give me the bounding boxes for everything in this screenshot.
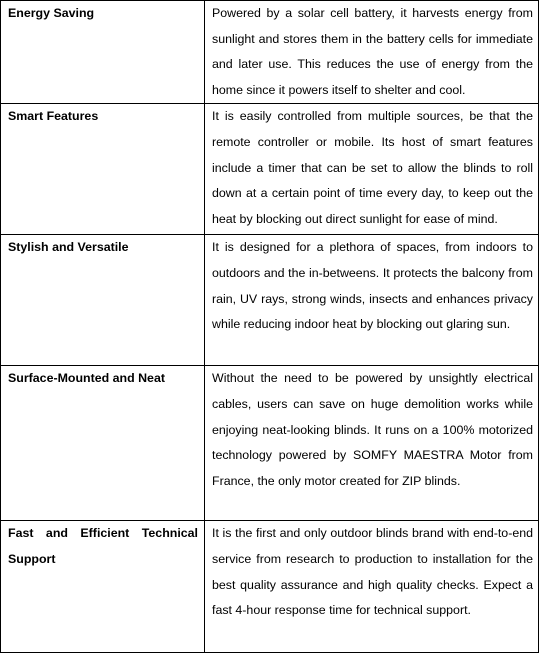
feature-label: Smart Features <box>1 104 205 235</box>
table-row <box>1 104 539 235</box>
table-row <box>1 521 539 653</box>
feature-description: It is easily controlled from multiple sources, be that the remote controller or mobile. Its host of smart features include a timer that can be set to allow the blinds to roll down at a certain point of time every day, to keep out the heat by blocking out direct sunlight for ease of mind. <box>205 104 539 235</box>
feature-label: Stylish and Versatile <box>1 235 205 366</box>
feature-description: It is the first and only outdoor blinds brand with end-to-end service from research to production to installation for the best quality assurance and high quality checks. Expect a fast 4-hour response time for technical support. <box>205 521 539 653</box>
table-row <box>1 235 539 366</box>
feature-label: Surface-Mounted and Neat <box>1 366 205 521</box>
table-row <box>1 1 539 104</box>
table-row <box>1 366 539 521</box>
feature-description: Powered by a solar cell battery, it harvests energy from sunlight and stores them in the battery cells for immediate and later use. This reduces the use of energy from the home since it powers itself to shelter and cool. <box>205 1 539 104</box>
feature-description: It is designed for a plethora of spaces, from indoors to outdoors and the in-betweens. It protects the balcony from rain, UV rays, strong winds, insects and enhances privacy while reducing indoor heat by blocking out glaring sun. <box>205 235 539 366</box>
feature-label: Energy Saving <box>1 1 205 104</box>
feature-description: Without the need to be powered by unsightly electrical cables, users can save on huge demolition works while enjoying neat-looking blinds. It runs on a 100% motorized technology powered by SOMFY MAESTRA Motor from France, the only motor created for ZIP blinds. <box>205 366 539 521</box>
feature-label: Fast and Efficient Technical Support <box>1 521 205 653</box>
